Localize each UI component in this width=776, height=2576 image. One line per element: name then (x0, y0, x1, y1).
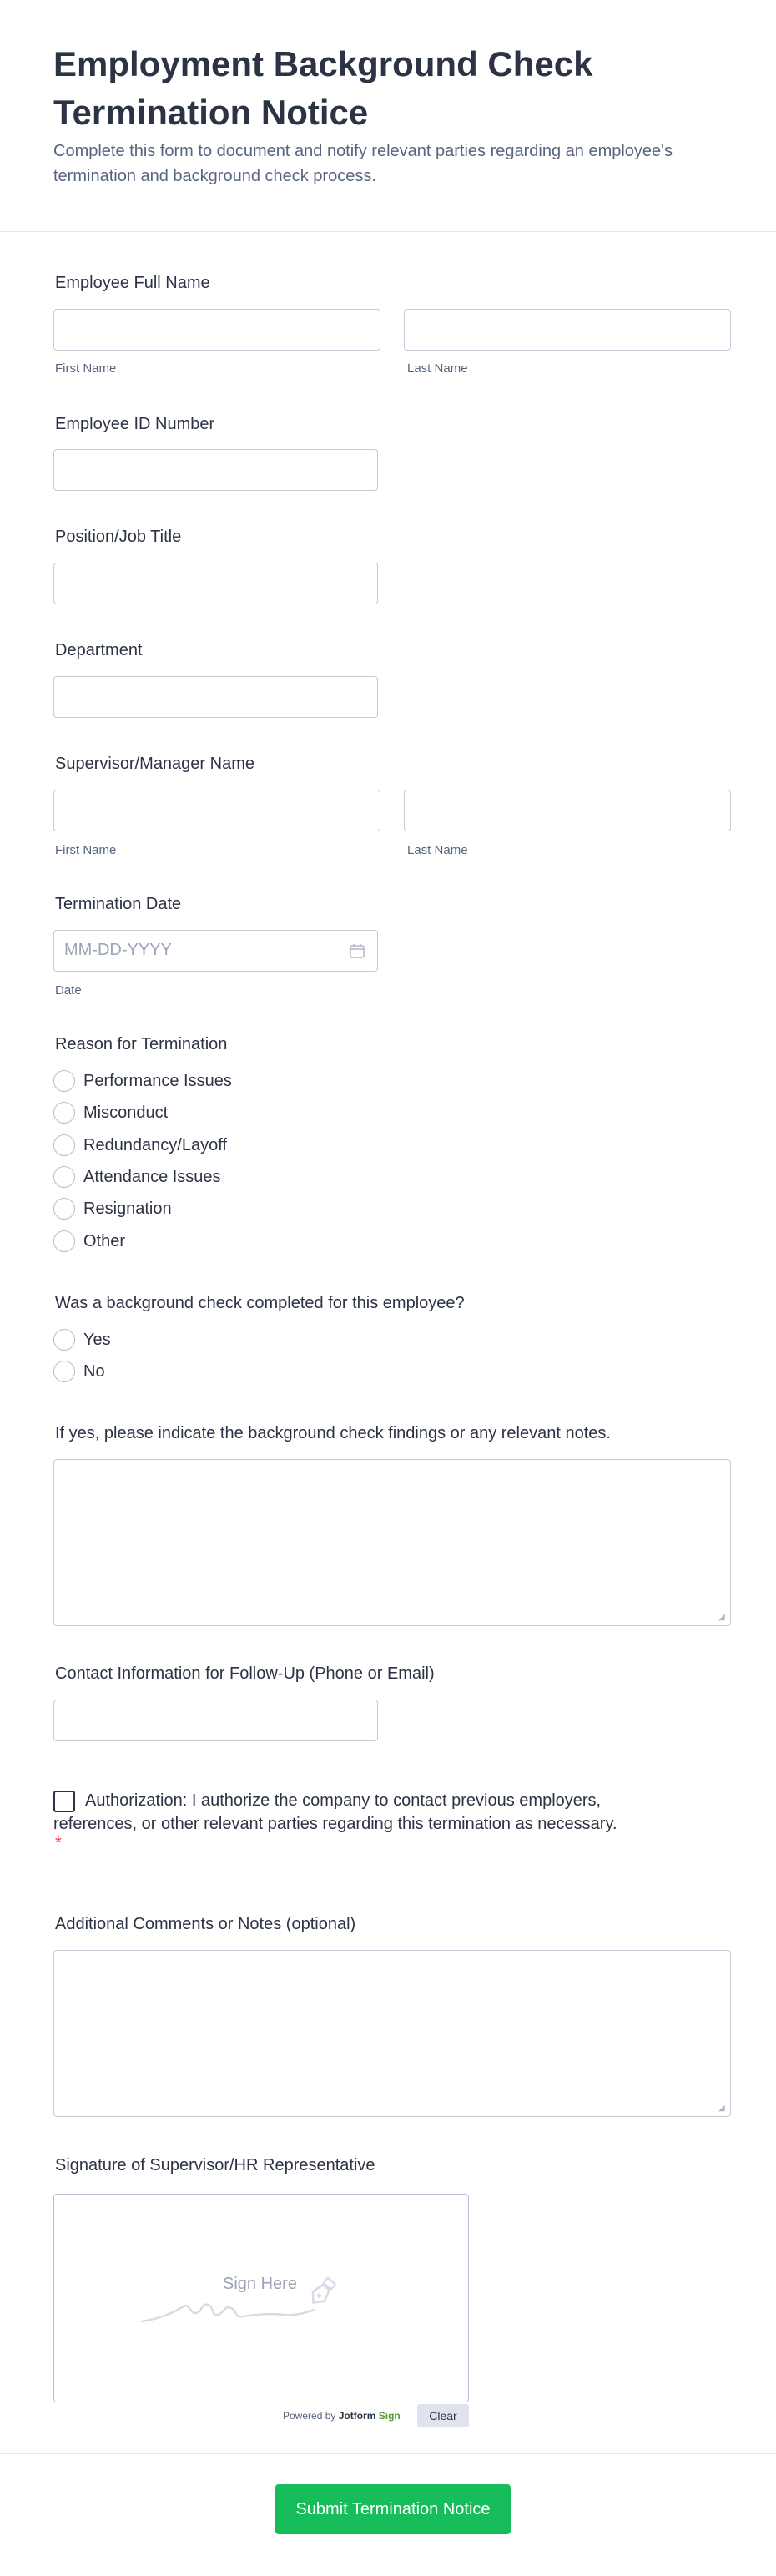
reason-option[interactable] (53, 1165, 221, 1189)
powered-by-label: Powered by (283, 2410, 336, 2422)
supervisor-first-name-input[interactable] (53, 790, 380, 831)
radio-button[interactable] (53, 1198, 75, 1220)
radio-button[interactable] (53, 1166, 75, 1188)
brand-name: Jotform (338, 2410, 376, 2422)
findings-label: If yes, please indicate the background check findings or any relevant notes. (55, 1424, 611, 1442)
form-header (0, 0, 776, 232)
radio-button[interactable] (53, 1102, 75, 1124)
radio-button[interactable] (53, 1134, 75, 1156)
department-label: Department (55, 641, 143, 659)
employee-last-name-input[interactable] (404, 309, 731, 351)
reason-option-label: Performance Issues (83, 1071, 232, 1090)
supervisor-name-label: Supervisor/Manager Name (55, 755, 254, 773)
reason-option[interactable] (53, 1101, 168, 1124)
reason-option-label: Misconduct (83, 1103, 169, 1122)
employee-first-name-sublabel: First Name (55, 361, 117, 376)
reason-option-label: Attendance Issues (83, 1167, 221, 1186)
reason-option-label: Other (83, 1231, 126, 1250)
contact-input[interactable] (53, 1700, 378, 1741)
employee-first-name-input[interactable] (53, 309, 380, 351)
reason-option[interactable] (53, 1197, 172, 1220)
supervisor-first-name-sublabel: First Name (55, 843, 117, 857)
resize-handle-icon[interactable]: ◢ (718, 1613, 725, 1622)
signature-pad[interactable] (53, 2194, 469, 2402)
supervisor-last-name-sublabel: Last Name (407, 843, 468, 857)
brand-sign: Sign (378, 2410, 401, 2422)
reason-option-label: Resignation (83, 1199, 172, 1218)
findings-textarea[interactable] (53, 1459, 731, 1626)
reason-option[interactable] (53, 1230, 125, 1253)
radio-button[interactable] (53, 1361, 75, 1382)
reason-option[interactable] (53, 1069, 232, 1093)
form-title: Employment Background Check Termination Notice (53, 44, 593, 132)
signature-placeholder: Sign Here (223, 2275, 297, 2293)
radio-button[interactable] (53, 1070, 75, 1092)
position-label: Position/Job Title (55, 528, 182, 546)
termination-date-label: Termination Date (55, 895, 182, 913)
employee-name-label: Employee Full Name (55, 274, 210, 292)
authorization-text: Authorization: I authorize the company to contact previous employers, references, or other relevant parties regarding this termination as necessary. (53, 1791, 617, 1833)
employee-last-name-sublabel: Last Name (407, 361, 468, 376)
footer-divider (0, 2453, 776, 2454)
jotform-sign-brand (339, 2410, 401, 2422)
comments-textarea[interactable] (53, 1950, 731, 2117)
radio-button[interactable] (53, 1230, 75, 1252)
termination-date-sublabel: Date (55, 983, 82, 998)
background-check-option-label: Yes (83, 1330, 111, 1349)
termination-date-placeholder: MM-DD-YYYY (64, 941, 172, 959)
supervisor-last-name-input[interactable] (404, 790, 731, 831)
contact-label: Contact Information for Follow-Up (Phone or Email) (55, 1664, 435, 1683)
background-check-option[interactable] (53, 1328, 111, 1351)
clear-signature-button[interactable]: Clear (417, 2404, 469, 2427)
reason-option[interactable] (53, 1134, 227, 1157)
comments-label: Additional Comments or Notes (optional) (55, 1915, 356, 1933)
submit-button[interactable]: Submit Termination Notice (275, 2484, 511, 2534)
resize-handle-icon[interactable]: ◢ (718, 2104, 725, 2113)
reason-option-label: Redundancy/Layoff (83, 1135, 227, 1154)
background-check-option[interactable] (53, 1360, 105, 1383)
background-check-label: Was a background check completed for this employee? (55, 1294, 465, 1312)
radio-button[interactable] (53, 1329, 75, 1351)
employee-id-label: Employee ID Number (55, 415, 215, 433)
signature-label: Signature of Supervisor/HR Representative (55, 2156, 375, 2174)
calendar-icon[interactable] (349, 942, 365, 959)
background-check-option-label: No (83, 1361, 105, 1381)
reason-label: Reason for Termination (55, 1035, 228, 1053)
form-subtitle: Complete this form to document and notify relevant parties regarding an employee's termination and background check process. (53, 142, 673, 185)
termination-date-input[interactable] (53, 930, 378, 972)
required-asterisk: * (55, 1834, 62, 1852)
position-input[interactable] (53, 563, 378, 604)
powered-by-text (283, 2410, 401, 2422)
employee-id-input[interactable] (53, 449, 378, 491)
department-input[interactable] (53, 676, 378, 718)
